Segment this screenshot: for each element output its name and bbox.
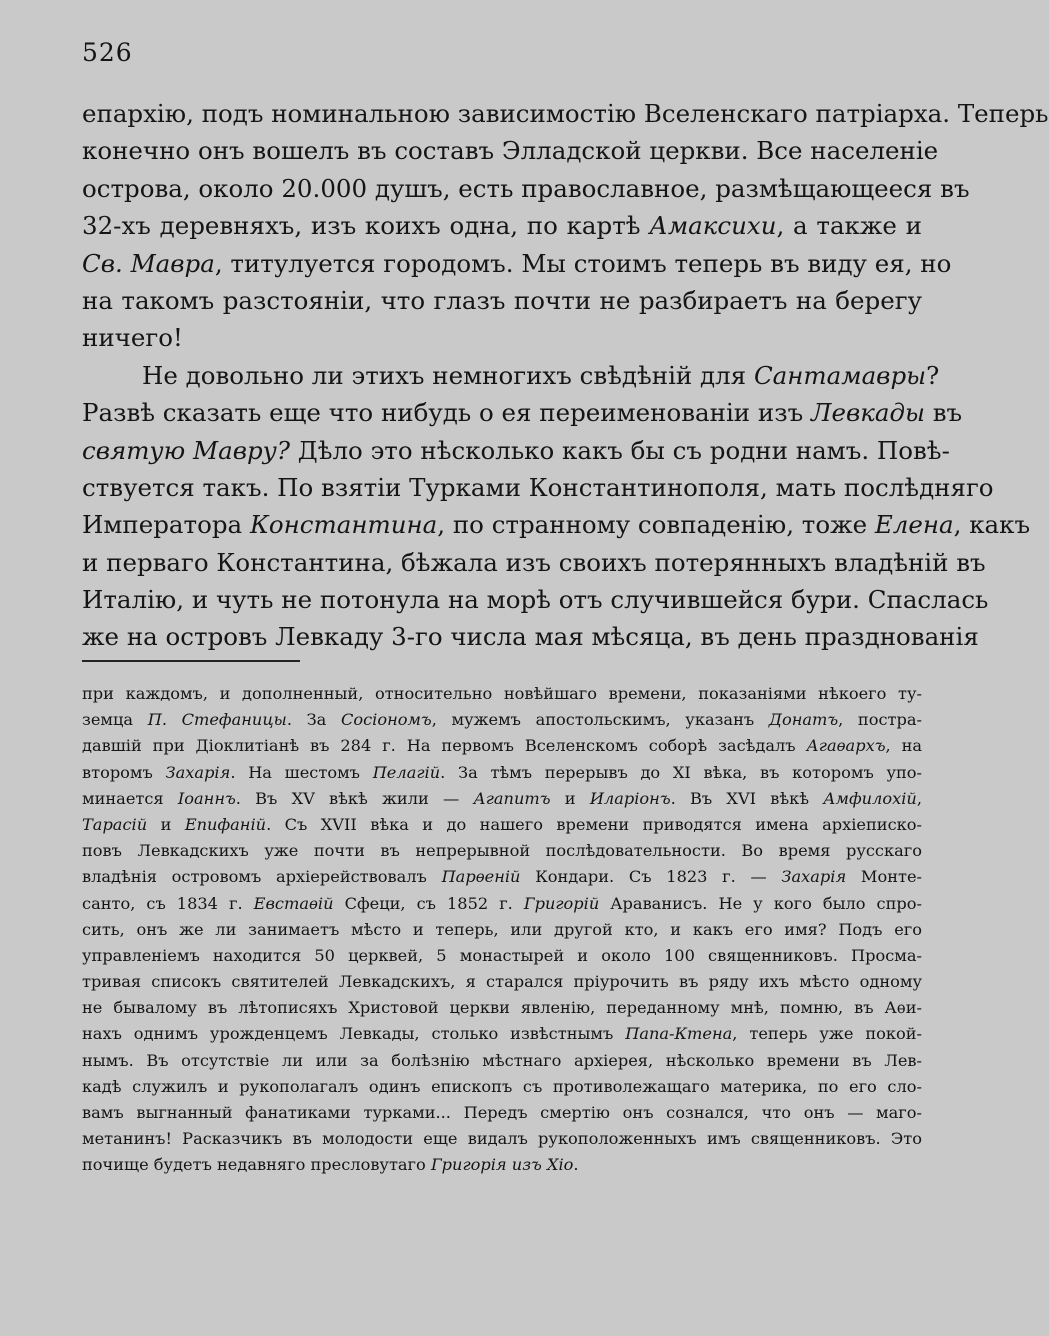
text-run: . За тѣмъ перерывъ до XI вѣка, въ которомъ упо- <box>440 762 922 782</box>
italic-name: Григорія изъ Хіо <box>430 1155 574 1175</box>
footnote-line <box>82 1048 922 1074</box>
footnote-line <box>82 969 922 995</box>
italic-name: Пелагій <box>372 762 441 782</box>
text-run: земца <box>82 710 148 730</box>
text-run: минается <box>82 788 178 808</box>
text-line <box>82 357 940 394</box>
text-run: и <box>147 814 185 834</box>
text-run: , а также и <box>776 211 922 241</box>
italic-name: Іоаннъ <box>177 788 236 808</box>
text-line <box>82 581 989 618</box>
footnote-line <box>82 1126 922 1152</box>
footnote-line <box>82 1074 922 1100</box>
text-run: острова, около 20.000 душъ, есть православное, размѣщающееся въ <box>82 173 970 203</box>
italic-name: Константина <box>249 510 438 540</box>
footnote-line <box>82 943 922 969</box>
text-run: ? <box>926 360 940 390</box>
footnote-line <box>82 838 922 864</box>
main-text <box>82 95 1049 656</box>
text-line <box>82 319 922 356</box>
footnote-line <box>82 812 922 838</box>
text-line <box>82 394 963 431</box>
italic-name: Тарасій <box>82 814 148 834</box>
text-run: , по странному совпаденію, тоже <box>437 510 875 540</box>
text-run: и перваго Константина, бѣжала изъ своихъ потерянныхъ владѣній въ <box>82 547 986 577</box>
text-run: . За <box>286 710 341 730</box>
text-run: нымъ. Въ отсутствіе ли или за болѣзнію мѣстнаго архіерея, нѣсколько времени въ Лев- <box>82 1050 922 1070</box>
italic-name: Захарія <box>781 867 847 887</box>
text-run: . Съ XVII вѣка и до нашего времени приводятся имена архіеписко- <box>266 814 922 834</box>
text-line <box>82 170 970 207</box>
text-run: въ <box>924 398 963 428</box>
text-run: . Въ XV вѣкѣ жили — <box>235 788 474 808</box>
text-run: . На шестомъ <box>230 762 373 782</box>
text-run: , мужемъ апостольскимъ, указанъ <box>431 710 769 730</box>
text-run: второмъ <box>82 762 166 782</box>
text-run: ствуется такъ. По взятіи Турками Константинополя, мать послѣдняго <box>82 472 994 502</box>
italic-name: П. Стефаницы <box>147 710 287 730</box>
footnote-line <box>82 917 922 943</box>
italic-name: Папа-Ктена <box>625 1024 733 1044</box>
text-run: . <box>573 1155 579 1175</box>
italic-name: Агапитъ <box>473 788 551 808</box>
italic-name: Захарія <box>165 762 231 782</box>
text-line <box>82 618 979 655</box>
text-run: тривая списокъ святителей Левкадскихъ, я старался пріурочить въ ряду ихъ мѣсто одному <box>82 972 922 992</box>
footnote-separator <box>82 660 300 662</box>
italic-name: Григорій <box>523 893 600 913</box>
text-run: ничего! <box>82 323 183 353</box>
footnote-line <box>82 786 922 812</box>
text-run: , титулуется городомъ. Мы стоимъ теперь въ виду ея, но <box>214 248 952 278</box>
text-run: сить, онъ же ли занимаетъ мѣсто и теперь, или другой кто, и какъ его имя? Подъ его <box>82 919 922 939</box>
italic-name: Сосіономъ <box>340 710 432 730</box>
text-run: санто, съ 1834 г. <box>82 893 254 913</box>
text-run: 32-хъ деревняхъ, изъ коихъ одна, по картѣ <box>82 211 650 241</box>
footnote-text <box>82 681 922 1179</box>
italic-name: Левкады <box>811 398 925 428</box>
footnote-line <box>82 891 922 917</box>
italic-name: Иларіонъ <box>589 788 671 808</box>
text-run: не бывалому въ лѣтописяхъ Христовой церкви явленію, переданному мнѣ, помню, въ Аѳи- <box>82 998 922 1018</box>
text-line <box>82 506 1031 543</box>
footnote-line <box>82 707 922 733</box>
text-run: Сфеци, съ 1852 г. <box>333 893 524 913</box>
page-number: 526 <box>82 38 133 67</box>
italic-name: Елена <box>874 510 954 540</box>
italic-name: Парѳеній <box>441 867 521 887</box>
text-line <box>82 245 952 282</box>
text-run: Италію, и чуть не потонула на морѣ отъ случившейся бури. Спаслась <box>82 585 989 615</box>
text-run: управленіемъ находится 50 церквей, 5 монастырей и около 100 священниковъ. Просма- <box>82 945 922 965</box>
italic-name: Амаксихи <box>649 211 777 241</box>
text-run: Дѣло это нѣсколько какъ бы съ родни намъ. Повѣ- <box>290 435 950 465</box>
text-run: епархію, подъ номинальною зависимостію Вселенскаго патріарха. Теперь <box>82 99 1049 128</box>
footnote-line <box>82 1100 922 1126</box>
text-line <box>82 432 950 469</box>
footnote-line <box>82 733 922 759</box>
text-run: , постра- <box>838 710 922 730</box>
footnote-line <box>82 995 922 1021</box>
text-line <box>82 282 922 319</box>
text-run: Развѣ сказать еще что нибудь о ея переименованіи изъ <box>82 398 811 428</box>
text-run: метанинъ! Расказчикъ въ молодости еще видалъ рукоположенныхъ имъ священниковъ. Это <box>82 1129 922 1149</box>
text-run: и <box>550 788 590 808</box>
text-run: , теперь уже покой- <box>732 1024 922 1044</box>
text-run: , какъ <box>953 510 1031 540</box>
text-run: на такомъ разстояніи, что глазъ почти не разбираетъ на берегу <box>82 285 922 315</box>
footnote-line <box>82 1021 922 1047</box>
text-run: повъ Левкадскихъ уже почти въ непрерывной послѣдовательности. Во время русскаго <box>82 841 922 861</box>
italic-name: Сантамавры <box>753 360 927 390</box>
text-run: Не довольно ли этихъ немногихъ свѣдѣній для <box>142 360 754 390</box>
text-run: конечно онъ вошелъ въ составъ Элладской церкви. Все населеніе <box>82 136 939 166</box>
footnote-line <box>82 760 922 786</box>
text-run: Монте- <box>846 867 923 887</box>
footnote-line <box>82 681 922 707</box>
text-run: Араванисъ. Не у кого было спро- <box>599 893 922 913</box>
text-run: Императора <box>82 510 250 540</box>
italic-name: Евстаѳій <box>253 893 334 913</box>
text-line <box>82 132 939 169</box>
italic-name: Амфилохій <box>823 788 917 808</box>
text-run: при каждомъ, и дополненный, относительно новѣйшаго времени, показаніями нѣкоего ту- <box>82 684 922 703</box>
text-line <box>82 207 922 244</box>
text-line <box>82 544 986 581</box>
footnote-line <box>82 864 922 890</box>
text-run: же на островъ Левкаду 3-го числа мая мѣсяца, въ день празднованія <box>82 622 979 652</box>
text-run: владѣнія островомъ архіерействовалъ <box>82 867 442 887</box>
text-run: нахъ однимъ урожденцемъ Левкады, столько извѣстнымъ <box>82 1024 626 1044</box>
italic-name: Епифаній <box>184 814 267 834</box>
footnote-line <box>82 1152 922 1178</box>
text-run: , на <box>885 736 923 756</box>
italic-name: Агаѳархъ <box>806 736 886 756</box>
text-run: , <box>916 788 922 808</box>
text-run: Кондари. Съ 1823 г. — <box>520 867 782 887</box>
italic-name: Донатъ <box>768 710 839 730</box>
text-line <box>82 469 994 506</box>
text-run: кадѣ служилъ и рукополагалъ одинъ епископъ съ противолежащаго материка, по его сло- <box>82 1076 922 1096</box>
text-run: давшій при Діоклитіанѣ въ 284 г. На первомъ Вселенскомъ соборѣ засѣдалъ <box>82 736 807 756</box>
text-run: . Въ XVI вѣкѣ <box>670 788 824 808</box>
italic-name: Св. Мавра <box>82 248 215 278</box>
italic-name: святую Мавру? <box>82 435 290 465</box>
text-run: вамъ выгнанный фанатиками турками... Передъ смертію онъ сознался, что онъ — маго- <box>82 1103 922 1122</box>
text-line <box>82 95 1049 132</box>
text-run: почище будетъ недавняго пресловутаго <box>82 1155 431 1175</box>
